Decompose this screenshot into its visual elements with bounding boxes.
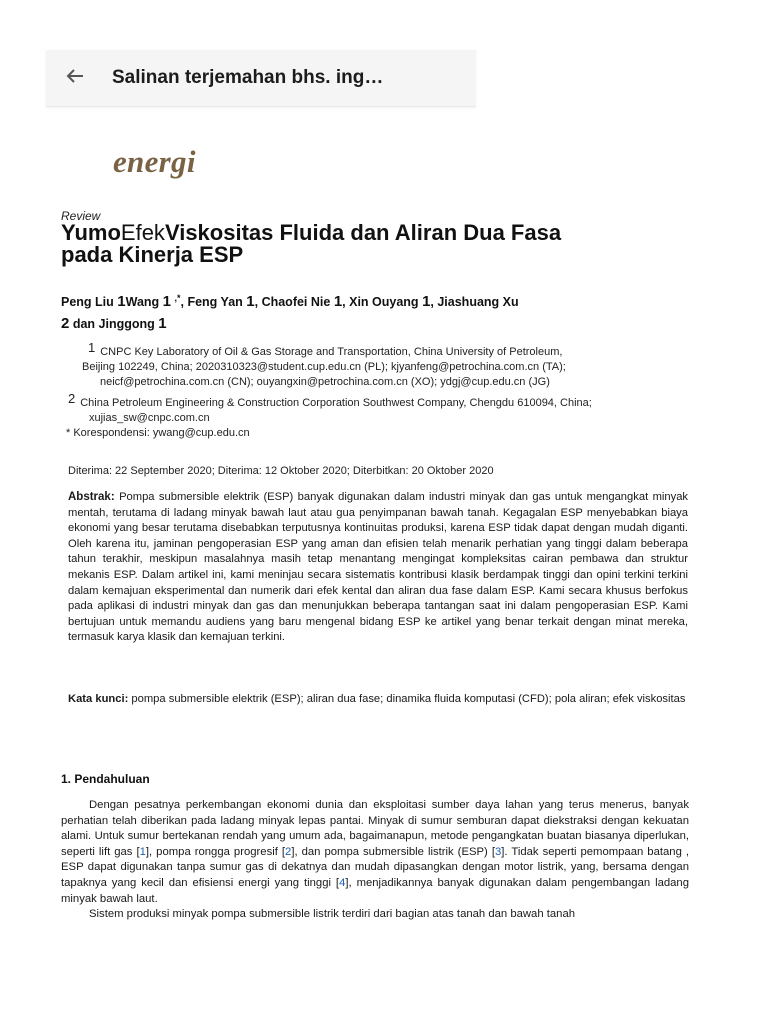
page-bottom-blank [0,932,768,1024]
paragraph-text: Sistem produksi minyak pompa submersible listrik terdiri dari bagian atas tanah dan bawah tanah [89,908,576,921]
author-affiliation-mark: 1 [246,293,255,310]
author-name: Wang [125,295,160,309]
affiliation-line: Beijing 102249, China; 2020310323@student.cup.edu.cn (PL); kjyanfeng@petrochina.com.cn (TA); [82,361,566,373]
keywords-label: Kata kunci: [68,693,129,705]
author-name: Peng Liu [61,295,114,309]
header-title: Salinan terjemahan bhs. ing… [112,67,384,88]
affiliation-number: 2 [68,391,76,406]
citation-link[interactable]: 1 [139,845,146,858]
article-type-label: Review [61,209,101,223]
affiliation-line: neicf@petrochina.com.cn (CN); ouyangxin@petrochina.com.cn (XO); ydgj@cup.edu.cn (JG) [100,376,550,388]
abstract-text: Pompa submersible elektrik (ESP) banyak digunakan dalam industri minyak dan gas untuk mengangkat minyak mentah, terutama di ladang minyak bawah laut atau gua penyimpanan bawah tanah. Kegagalan ESP menyebabkan biaya ekonomi yang besar terutama disebabkan terputusnya kontinuitas produksi, karena ESP tidak dapat dengan mudah diganti. Oleh karena itu, jaminan pengoperasian ESP yang aman dan efisien telah menarik perhatian yang tinggi dalam beberapa tahun terakhir, meskipun masalahnya masih tetap menantang mengingat kompleksitas cairan pembawa dan struktur mekanis ESP. Dalam artikel ini, kami meninjau secara sistematis kontribusi klasik berdampak tinggi dan opini terkini terkini dalam kemajuan eksperimental dan numerik dari efek kental dan aliran dua fase dalam ESP. Kami secara khusus berfokus pada aplikasi di industri minyak dan gas dan menunjukkan beberapa tantangan saat ini dalam pengoperasian ESP. Kami bertujuan untuk memandu audiens yang baru mengenal bidang ESP ke artikel yang benar terkait dengan minat mereka, termasuk karya klasik dan kemajuan terkini. [68,491,689,644]
paragraph [61,907,689,923]
paragraph-text: ], menjadikannya banyak digunakan dalam pengembangan ladang minyak bawah laut. [61,876,689,905]
article-title [61,222,701,266]
author-name: , Jiashuang Xu [430,295,519,309]
author-affiliation-mark: 2 [61,315,70,332]
author-name: dan Jinggong [72,317,155,331]
paragraph-text: Dengan pesatnya perkembangan ekonomi dunia dan eksploitasi sumber daya lahan yang terus menerus, banyak perhatian telah diberikan pada ladang minyak lepas pantai. Minyak di sumur semburan dapat diekstraksi dengan kekuatan alami. Untuk sumur bertekanan rendah yang umum ada, bagaimanapun, metode pengangkatan buatan biasanya diperlukan, seperti lift gas [ [61,799,689,858]
affiliation-1 [82,340,566,390]
author-affiliation-mark: 1 [162,293,171,310]
title-line-2: pada Kinerja ESP [61,242,244,267]
author-affiliation-mark: 1 [158,315,167,332]
affiliation-line: China Petroleum Engineering & Construction Corporation Southwest Company, Chengdu 610094, China; [80,397,592,409]
author-affiliation-mark: 1 [117,293,126,310]
citation-link[interactable]: 3 [494,845,502,858]
paragraph-text: ]. Tidak seperti pemompaan batang , ESP dapat digunakan tanpa sumur gas di dekatnya dan mudah dipasangkan dengan motor listrik, yang, bersama dengan tapaknya yang kecil dan efisiensi energi yang tinggi [ [61,845,689,889]
title-part-2: Efek [120,220,165,245]
author-name: , Feng Yan [180,295,243,309]
author-name: , Xin Ouyang [342,295,419,309]
keywords-text: pompa submersible elektrik (ESP); aliran dua fase; dinamika fluida komputasi (CFD); pola aliran; efek viskositas [131,693,686,705]
author-affiliation-mark: 1 [422,293,431,310]
author-affiliation-mark: 1 [333,293,343,310]
keywords [68,692,688,708]
citation-link[interactable]: 4 [339,876,346,889]
citation-link[interactable]: 2 [285,845,292,858]
abstract [68,490,688,646]
back-button[interactable] [50,50,100,106]
author-name: , Chaofei Nie [254,295,331,309]
abstract-label: Abstrak: [68,491,115,503]
paragraph [61,798,689,907]
arrow-left-icon [65,66,85,91]
paragraph-text: ], pompa rongga progresif [ [145,845,286,858]
title-part-3: Viskositas Fluida dan Aliran Dua Fasa [164,220,562,245]
affiliation-line: xujias_sw@cnpc.com.cn [89,412,210,424]
author-list [61,287,701,335]
section-heading: 1. Pendahuluan [61,772,150,786]
affiliation-line: CNPC Key Laboratory of Oil & Gas Storage and Transportation, China University of Petroleum, [100,346,563,358]
title-part-1: Yumo [61,220,121,245]
corresponding-mark: ,* [174,293,181,303]
paragraph-text: ], dan pompa submersible listrik (ESP) [ [291,845,495,858]
body-text [61,798,689,932]
journal-name: energi [113,144,196,179]
affiliation-number: 1 [88,340,96,355]
affiliation-2 [68,391,592,441]
translation-header-bar [46,50,476,107]
correspondence-line: * Korespondensi: ywang@cup.edu.cn [66,427,250,439]
publication-dates: Diterima: 22 September 2020; Diterima: 12 Oktober 2020; Diterbitkan: 20 Oktober 2020 [68,465,494,477]
